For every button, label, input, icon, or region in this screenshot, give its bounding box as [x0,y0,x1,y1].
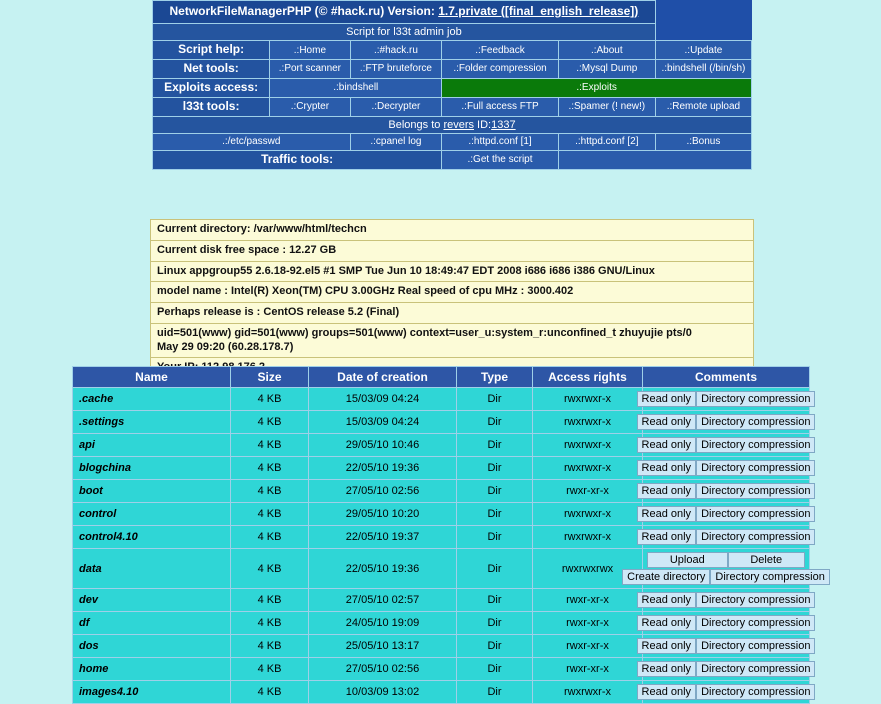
menu-item-hackru[interactable]: .:#hack.ru [350,41,442,60]
belongs-id-label: ID: [474,118,492,131]
file-listing-table [72,366,825,704]
table-row [73,526,810,549]
menu-item-httpd-conf-2[interactable]: .:httpd.conf [2] [558,134,655,151]
file-rights: rwxrwxr-x [533,526,643,549]
table-row [73,480,810,503]
read-only-button[interactable]: Read only [637,684,697,700]
app-subtitle: Script for l33t admin job [153,23,656,41]
directory-compression-button[interactable]: Directory compression [696,592,815,608]
table-row [73,549,810,589]
file-type: Dir [457,503,533,526]
current-directory-label: Current directory: [157,223,254,235]
menu-item-remote-upload[interactable]: .:Remote upload [655,97,751,116]
file-name[interactable]: .settings [73,411,231,434]
file-rights: rwxrwxr-x [533,434,643,457]
read-only-button[interactable]: Read only [637,615,697,631]
file-type: Dir [457,526,533,549]
file-size: 4 KB [231,658,309,681]
file-size: 4 KB [231,589,309,612]
belongs-to [153,116,752,134]
info-row-disk-free [151,240,754,261]
file-date: 22/05/10 19:36 [309,549,457,589]
file-actions [627,549,825,589]
file-type: Dir [457,549,533,589]
file-rights: rwxrwxr-x [533,681,643,704]
menu-item-about[interactable]: .:About [558,41,655,60]
file-actions [643,681,810,704]
file-date: 15/03/09 04:24 [309,411,457,434]
menu-item-feedback[interactable]: .:Feedback [442,41,558,60]
read-only-button[interactable]: Read only [637,460,697,476]
file-name[interactable]: dos [73,635,231,658]
app-title [153,1,656,24]
file-rights: rwxr-xr-x [533,480,643,503]
file-actions [643,411,810,434]
menu-label-net-tools: Net tools: [153,60,270,79]
read-only-button[interactable]: Read only [637,414,697,430]
menu-cell-empty [558,150,751,169]
file-rights: rwxr-xr-x [533,589,643,612]
file-name[interactable]: boot [73,480,231,503]
file-size: 4 KB [231,480,309,503]
file-size: 4 KB [231,434,309,457]
file-name[interactable]: blogchina [73,457,231,480]
table-row [73,411,810,434]
current-directory-value: /var/www/html/techcn [253,223,367,235]
menu-item-bindshell[interactable]: .:bindshell [270,79,442,98]
menu-item-spamer[interactable]: .:Spamer (! new!) [558,97,655,116]
menu-item-home[interactable]: .:Home [270,41,350,60]
table-row [73,589,810,612]
disk-free-label: Current disk free space : [157,243,290,256]
menu-label-l33t-tools: l33t tools: [153,97,270,116]
read-only-button[interactable]: Read only [637,506,697,522]
file-rights: rwxr-xr-x [533,635,643,658]
file-rights: rwxrwxr-x [533,457,643,480]
table-row [73,457,810,480]
table-row [73,503,810,526]
file-size: 4 KB [231,411,309,434]
os-release-label: Perhaps release is : [157,306,264,318]
menu-label-exploits-access: Exploits access: [153,79,270,98]
menu-item-httpd-conf-1[interactable]: .:httpd.conf [1] [442,134,558,151]
file-date: 27/05/10 02:56 [309,658,457,681]
file-actions [643,635,810,658]
menu-item-crypter[interactable]: .:Crypter [270,97,350,116]
directory-compression-button[interactable]: Directory compression [696,483,815,499]
uid-context [151,323,754,358]
menu-item-full-access-ftp[interactable]: .:Full access FTP [442,97,558,116]
file-type: Dir [457,434,533,457]
directory-compression-button[interactable]: Directory compression [696,506,815,522]
read-only-button[interactable]: Read only [637,437,697,453]
file-rights: rwxr-xr-x [533,612,643,635]
file-date: 29/05/10 10:20 [309,503,457,526]
menu-row-exploits-access [153,79,752,98]
file-name[interactable]: control [73,503,231,526]
table-row [73,434,810,457]
menu-item-bindshell-binsh[interactable]: .:bindshell (/bin/sh) [655,60,751,79]
file-name[interactable]: .cache [73,388,231,411]
file-size: 4 KB [231,681,309,704]
menu-item-decrypter[interactable]: .:Decrypter [350,97,442,116]
file-size: 4 KB [231,549,309,589]
file-size: 4 KB [231,612,309,635]
file-date: 27/05/10 02:57 [309,589,457,612]
file-rights: rwxrwxr-x [533,388,643,411]
table-row [73,388,810,411]
file-size: 4 KB [231,635,309,658]
belongs-prefix: Belongs to [388,118,444,131]
uid-line-2: May 29 09:20 (60.28.178.7) [157,340,294,353]
file-name[interactable]: data [73,549,231,589]
menu-item-update[interactable]: .:Update [655,41,751,60]
create-directory-button[interactable]: Create directory [622,569,710,585]
uid-line-1: uid=501(www) gid=501(www) groups=501(www) context=user_u:system_r:unconfined_t zhuyujie pts/0 [157,326,692,339]
os-release-value: CentOS release 5.2 (Final) [263,306,400,318]
file-name[interactable]: api [73,434,231,457]
directory-compression-button[interactable]: Directory compression [696,638,815,654]
upload-button[interactable]: Upload [647,552,728,568]
file-actions [643,526,810,549]
file-type: Dir [457,681,533,704]
file-size: 4 KB [231,388,309,411]
read-only-button[interactable]: Read only [637,592,697,608]
table-row [73,612,810,635]
menu-title-row [153,1,752,24]
kernel-version: Linux appgroup55 2.6.18-92.el5 #1 SMP Tue Jun 10 18:49:47 EDT 2008 i686 i686 i386 GNU/Linux [151,261,754,282]
file-actions [643,457,810,480]
app-title-version: 1.7.private ([final_english_release]) [438,4,639,18]
file-date: 10/03/09 13:02 [309,681,457,704]
belongs-id: 1337 [491,118,516,131]
disk-free-value: 12.27 GB [289,243,337,256]
file-type: Dir [457,612,533,635]
info-row-kernel [151,261,754,282]
menu-item-cpanel-log[interactable]: .:cpanel log [350,134,442,151]
menu-item-get-the-script[interactable]: .:Get the script [442,150,558,169]
system-info-table [150,219,754,379]
disk-free-space [151,240,754,261]
file-rights: rwxr-xr-x [533,658,643,681]
menu-item-folder-compression[interactable]: .:Folder compression [442,60,558,79]
directory-compression-button[interactable]: Directory compression [710,569,829,585]
column-header-size[interactable]: Size [231,367,309,388]
file-type: Dir [457,388,533,411]
read-only-button[interactable]: Read only [637,638,697,654]
file-listing-panel [72,366,825,704]
column-header-type[interactable]: Type [457,367,533,388]
directory-compression-button[interactable]: Directory compression [696,615,815,631]
menu-row-net-tools [153,60,752,79]
menu-label-traffic-tools: Traffic tools: [153,150,442,169]
menu-item-exploits[interactable]: .:Exploits [442,79,752,98]
directory-compression-button[interactable]: Directory compression [696,661,815,677]
file-listing-header-row [73,367,810,388]
file-size: 4 KB [231,457,309,480]
file-rights: rwxrwxr-x [533,411,643,434]
file-type: Dir [457,480,533,503]
table-row [73,635,810,658]
file-size: 4 KB [231,526,309,549]
menu-row-traffic-tools [153,150,752,169]
menu-label-script-help: Script help: [153,41,270,60]
file-type: Dir [457,589,533,612]
directory-compression-button[interactable]: Directory compression [696,437,815,453]
file-actions [643,480,810,503]
info-row-uid [151,323,754,358]
file-type: Dir [457,635,533,658]
file-date: 24/05/10 19:09 [309,612,457,635]
directory-compression-button[interactable]: Directory compression [696,460,815,476]
os-release [151,303,754,324]
file-date: 25/05/10 13:17 [309,635,457,658]
menu-row-l33t-tools [153,97,752,116]
menu-item-ftp-bruteforce[interactable]: .:FTP bruteforce [350,60,442,79]
read-only-button[interactable]: Read only [637,661,697,677]
file-name[interactable]: control4.10 [73,526,231,549]
file-actions [643,503,810,526]
directory-compression-button[interactable]: Directory compression [696,391,815,407]
file-date: 22/05/10 19:36 [309,457,457,480]
menu-row-extra-links [153,134,752,151]
file-date: 15/03/09 04:24 [309,388,457,411]
directory-compression-button[interactable]: Directory compression [696,529,815,545]
belongs-user: revers [443,118,474,131]
menu-item-bonus[interactable]: .:Bonus [655,134,751,151]
file-type: Dir [457,457,533,480]
menu-item-port-scanner[interactable]: .:Port scanner [270,60,350,79]
system-info-panel [150,219,754,379]
column-header-comments: Comments [643,367,810,388]
column-header-access-rights[interactable]: Access rights [533,367,643,388]
table-row [73,658,810,681]
file-name[interactable]: df [73,612,231,635]
file-actions [643,612,810,635]
file-actions [643,388,810,411]
column-header-date[interactable]: Date of creation [309,367,457,388]
file-date: 29/05/10 10:46 [309,434,457,457]
file-actions [643,589,810,612]
read-only-button[interactable]: Read only [637,529,697,545]
read-only-button[interactable]: Read only [637,483,697,499]
file-date: 27/05/10 02:56 [309,480,457,503]
info-row-cpu [151,282,754,303]
directory-compression-button[interactable]: Directory compression [696,414,815,430]
file-actions [643,434,810,457]
menu-item-mysql-dump[interactable]: .:Mysql Dump [558,60,655,79]
cpu-info: model name : Intel(R) Xeon(TM) CPU 3.00GHz Real speed of cpu MHz : 3000.402 [151,282,754,303]
column-header-name[interactable]: Name [73,367,231,388]
info-row-release [151,303,754,324]
file-name[interactable]: home [73,658,231,681]
menu-row-script-help [153,41,752,60]
file-actions [643,658,810,681]
file-type: Dir [457,658,533,681]
delete-button[interactable]: Delete [728,552,805,568]
file-rights: rwxrwxrwx [533,549,643,589]
file-size: 4 KB [231,503,309,526]
info-row-current-directory [151,220,754,241]
current-directory [151,220,754,241]
directory-compression-button[interactable]: Directory compression [696,684,815,700]
top-menu-panel [152,0,752,170]
read-only-button[interactable]: Read only [637,391,697,407]
file-type: Dir [457,411,533,434]
menu-item-etc-passwd[interactable]: .:/etc/passwd [153,134,351,151]
file-name[interactable]: images4.10 [73,681,231,704]
file-date: 22/05/10 19:37 [309,526,457,549]
table-row [73,681,810,704]
top-menu-table [152,0,752,170]
menu-row-belongs [153,116,752,134]
app-title-prefix: NetworkFileManagerPHP (© #hack.ru) Version: [169,4,439,18]
file-rights: rwxrwxr-x [533,503,643,526]
file-name[interactable]: dev [73,589,231,612]
menu-subtitle-row [153,23,752,41]
